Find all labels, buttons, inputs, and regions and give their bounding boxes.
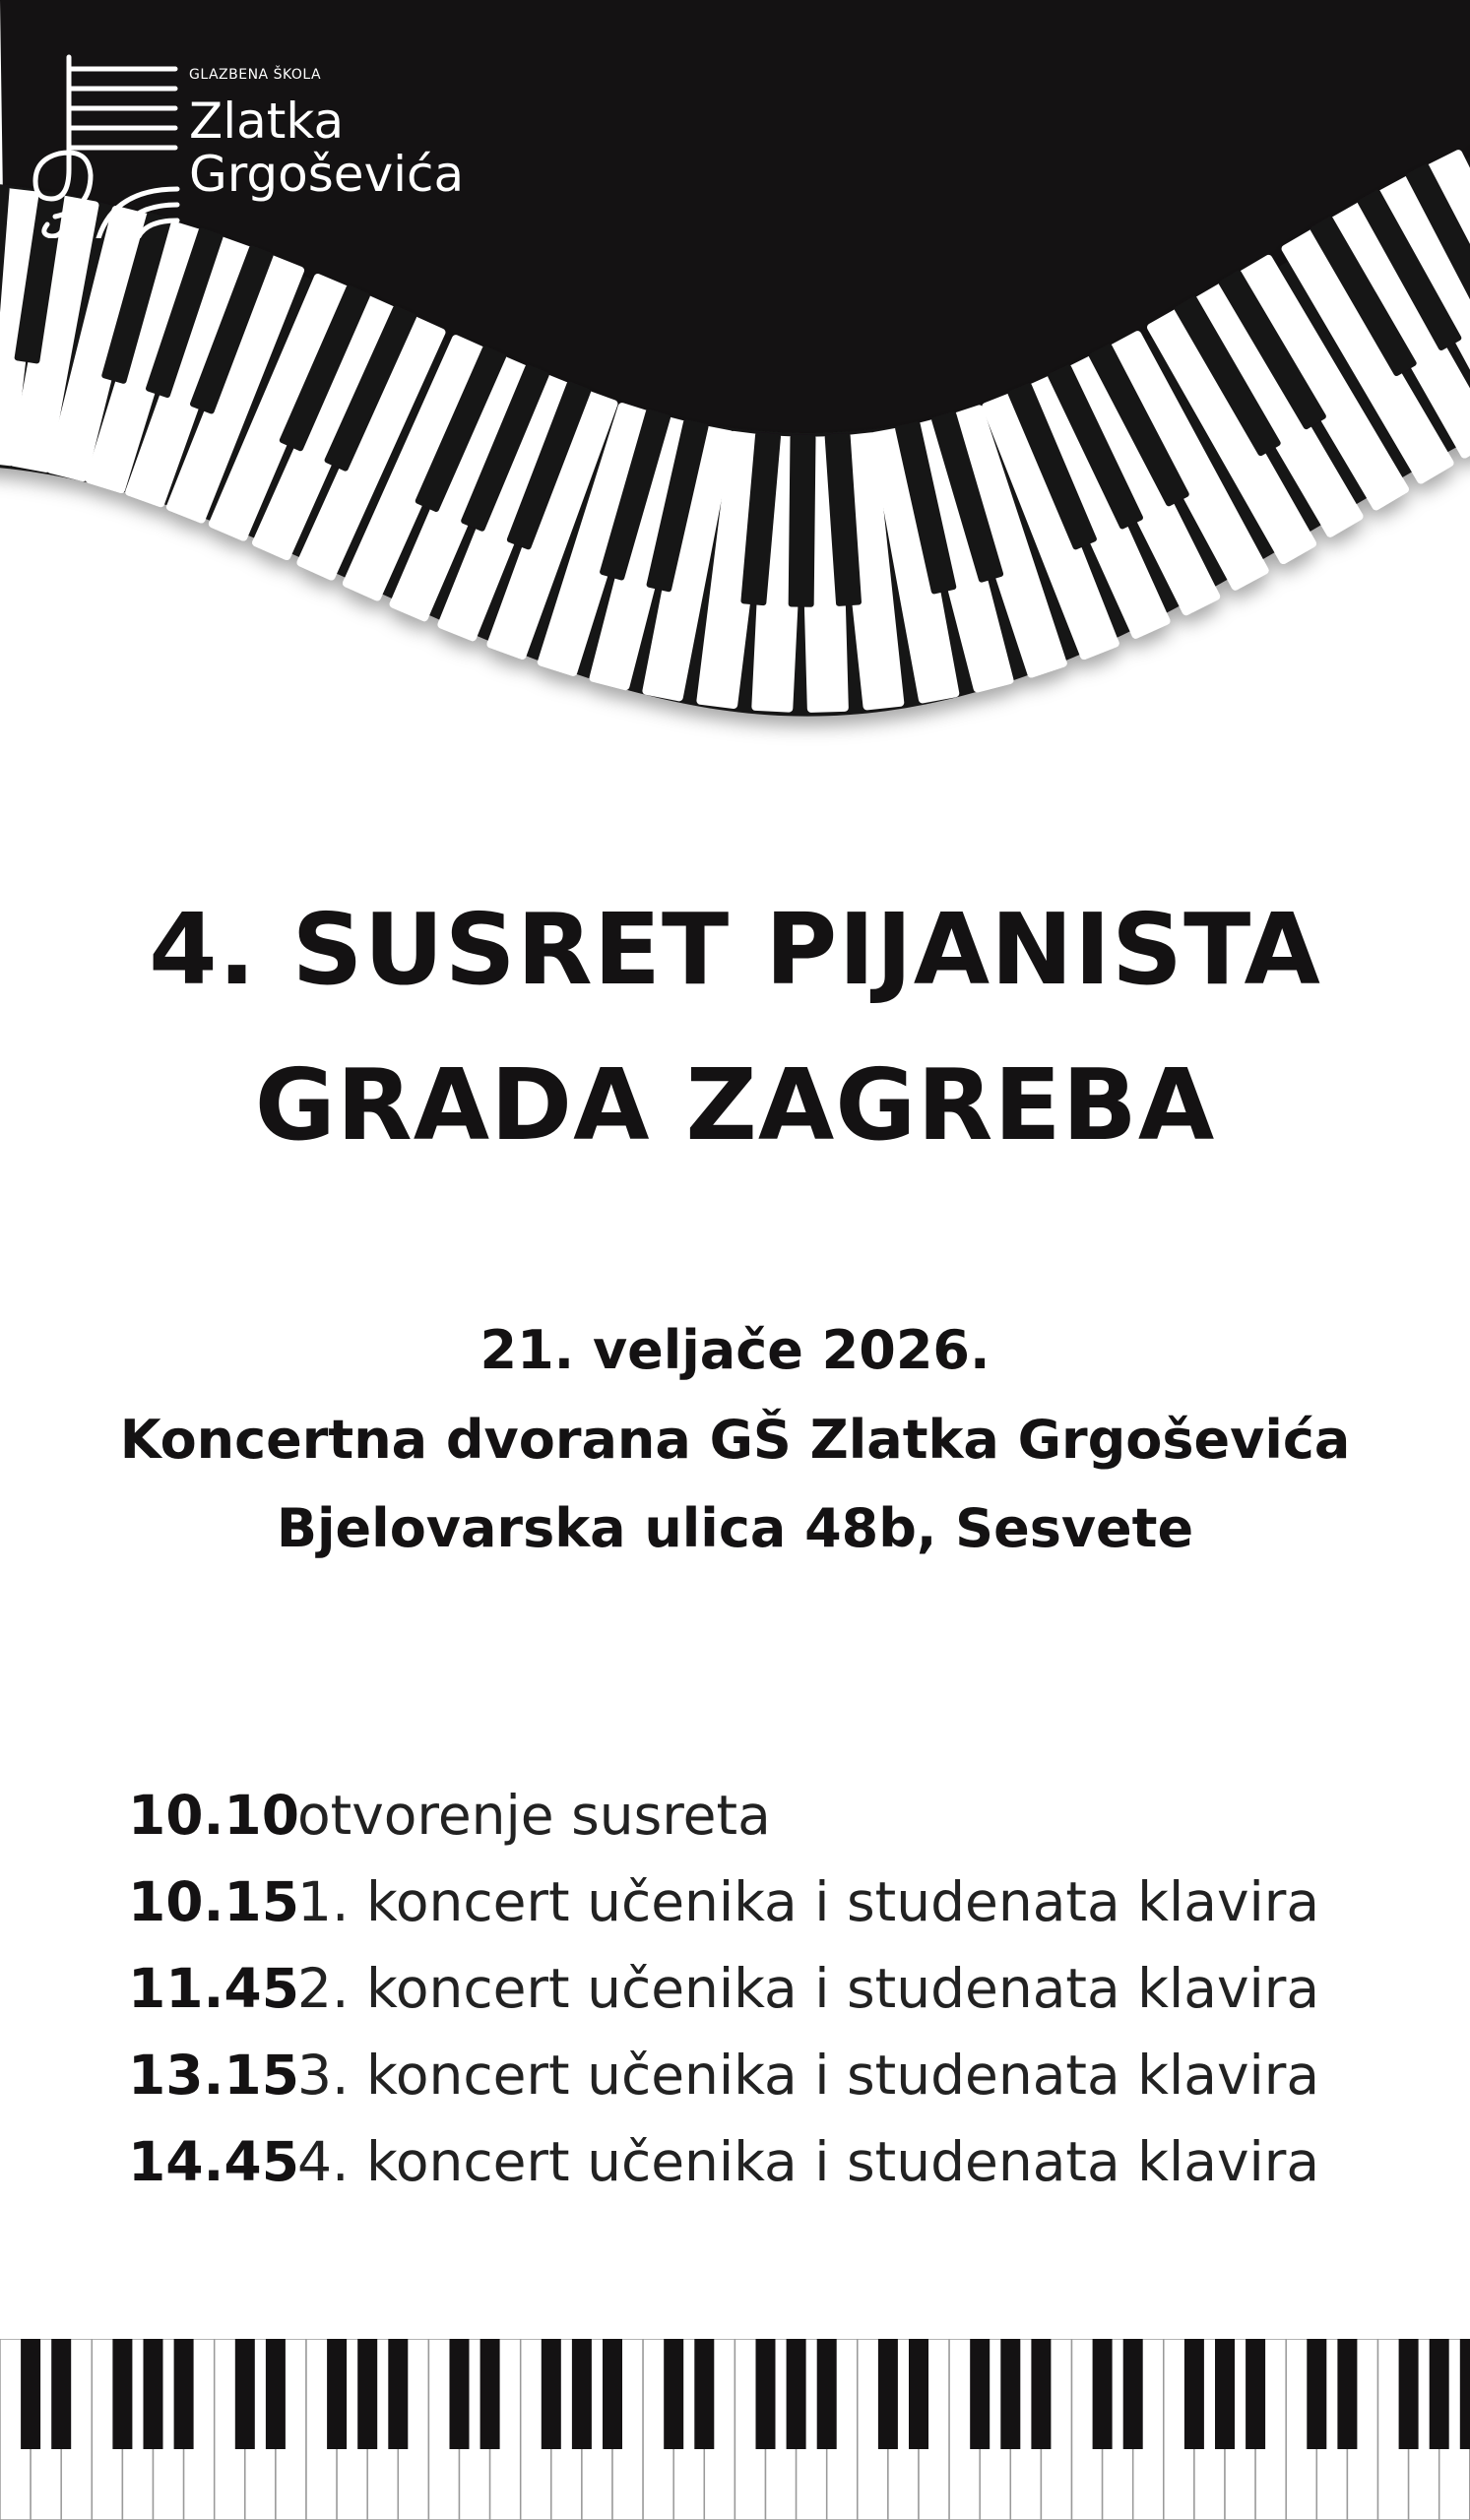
black-key	[51, 2339, 71, 2449]
black-key	[542, 2339, 561, 2449]
black-key	[174, 2339, 194, 2449]
black-key	[1031, 2339, 1051, 2449]
schedule-activity: 3. koncert učenika i studenata klavira	[297, 2044, 1320, 2107]
black-key	[789, 434, 816, 606]
schedule-time: 11.45	[128, 1957, 299, 2020]
schedule-list	[128, 1772, 1408, 2205]
black-key	[480, 2339, 500, 2449]
black-key	[1307, 2339, 1326, 2449]
schedule-row	[128, 1945, 1408, 2032]
music-staff-treble-clef-icon	[30, 51, 187, 238]
black-key	[817, 2339, 837, 2449]
black-key	[1123, 2339, 1143, 2449]
black-key	[603, 2339, 622, 2449]
black-key	[450, 2339, 470, 2449]
black-key	[909, 2339, 928, 2449]
schedule-time: 14.45	[128, 2130, 299, 2193]
black-key	[1460, 2339, 1470, 2449]
black-key	[357, 2339, 377, 2449]
logo-name-line1: Zlatka	[189, 93, 345, 150]
schedule-activity: otvorenje susreta	[297, 1784, 771, 1847]
black-key	[112, 2339, 132, 2449]
event-title-line1: 4. SUSRET PIJANISTA	[149, 892, 1321, 1007]
black-key	[1093, 2339, 1113, 2449]
logo-school-type: GLAZBENA ŠKOLA	[189, 67, 322, 83]
schedule-activity: 1. koncert učenika i studenata klavira	[297, 1870, 1320, 1933]
schedule-row	[128, 1772, 1408, 1858]
schedule-activity: 2. koncert učenika i studenata klavira	[297, 1957, 1320, 2020]
logo-name-line2: Grgoševića	[189, 146, 465, 203]
black-key	[664, 2339, 683, 2449]
black-key	[1337, 2339, 1357, 2449]
piano-keyboard-footer	[0, 2339, 1470, 2520]
black-key	[144, 2339, 163, 2449]
black-key	[572, 2339, 592, 2449]
event-date: 21. veljače 2026.	[479, 1319, 991, 1381]
black-key	[388, 2339, 408, 2449]
black-key	[1184, 2339, 1204, 2449]
black-key	[694, 2339, 714, 2449]
black-key	[756, 2339, 776, 2449]
black-key	[878, 2339, 898, 2449]
event-venue: Koncertna dvorana GŠ Zlatka Grgoševića	[119, 1409, 1351, 1471]
black-key	[266, 2339, 286, 2449]
black-key	[1246, 2339, 1265, 2449]
school-logo	[30, 51, 492, 248]
schedule-time: 10.10	[128, 1784, 299, 1847]
black-key	[1215, 2339, 1235, 2449]
schedule-row	[128, 2032, 1408, 2118]
schedule-activity: 4. koncert učenika i studenata klavira	[297, 2130, 1320, 2193]
black-key	[787, 2339, 806, 2449]
black-key	[1000, 2339, 1020, 2449]
event-title-line2: GRADA ZAGREBA	[254, 1047, 1216, 1163]
schedule-row	[128, 1858, 1408, 1945]
black-key	[327, 2339, 347, 2449]
schedule-row	[128, 2118, 1408, 2205]
schedule-time: 13.15	[128, 2044, 299, 2107]
black-key	[21, 2339, 40, 2449]
black-key	[1399, 2339, 1419, 2449]
black-key	[235, 2339, 255, 2449]
event-address: Bjelovarska ulica 48b, Sesvete	[276, 1497, 1194, 1559]
black-key	[1430, 2339, 1449, 2449]
schedule-time: 10.15	[128, 1870, 299, 1933]
black-key	[970, 2339, 990, 2449]
